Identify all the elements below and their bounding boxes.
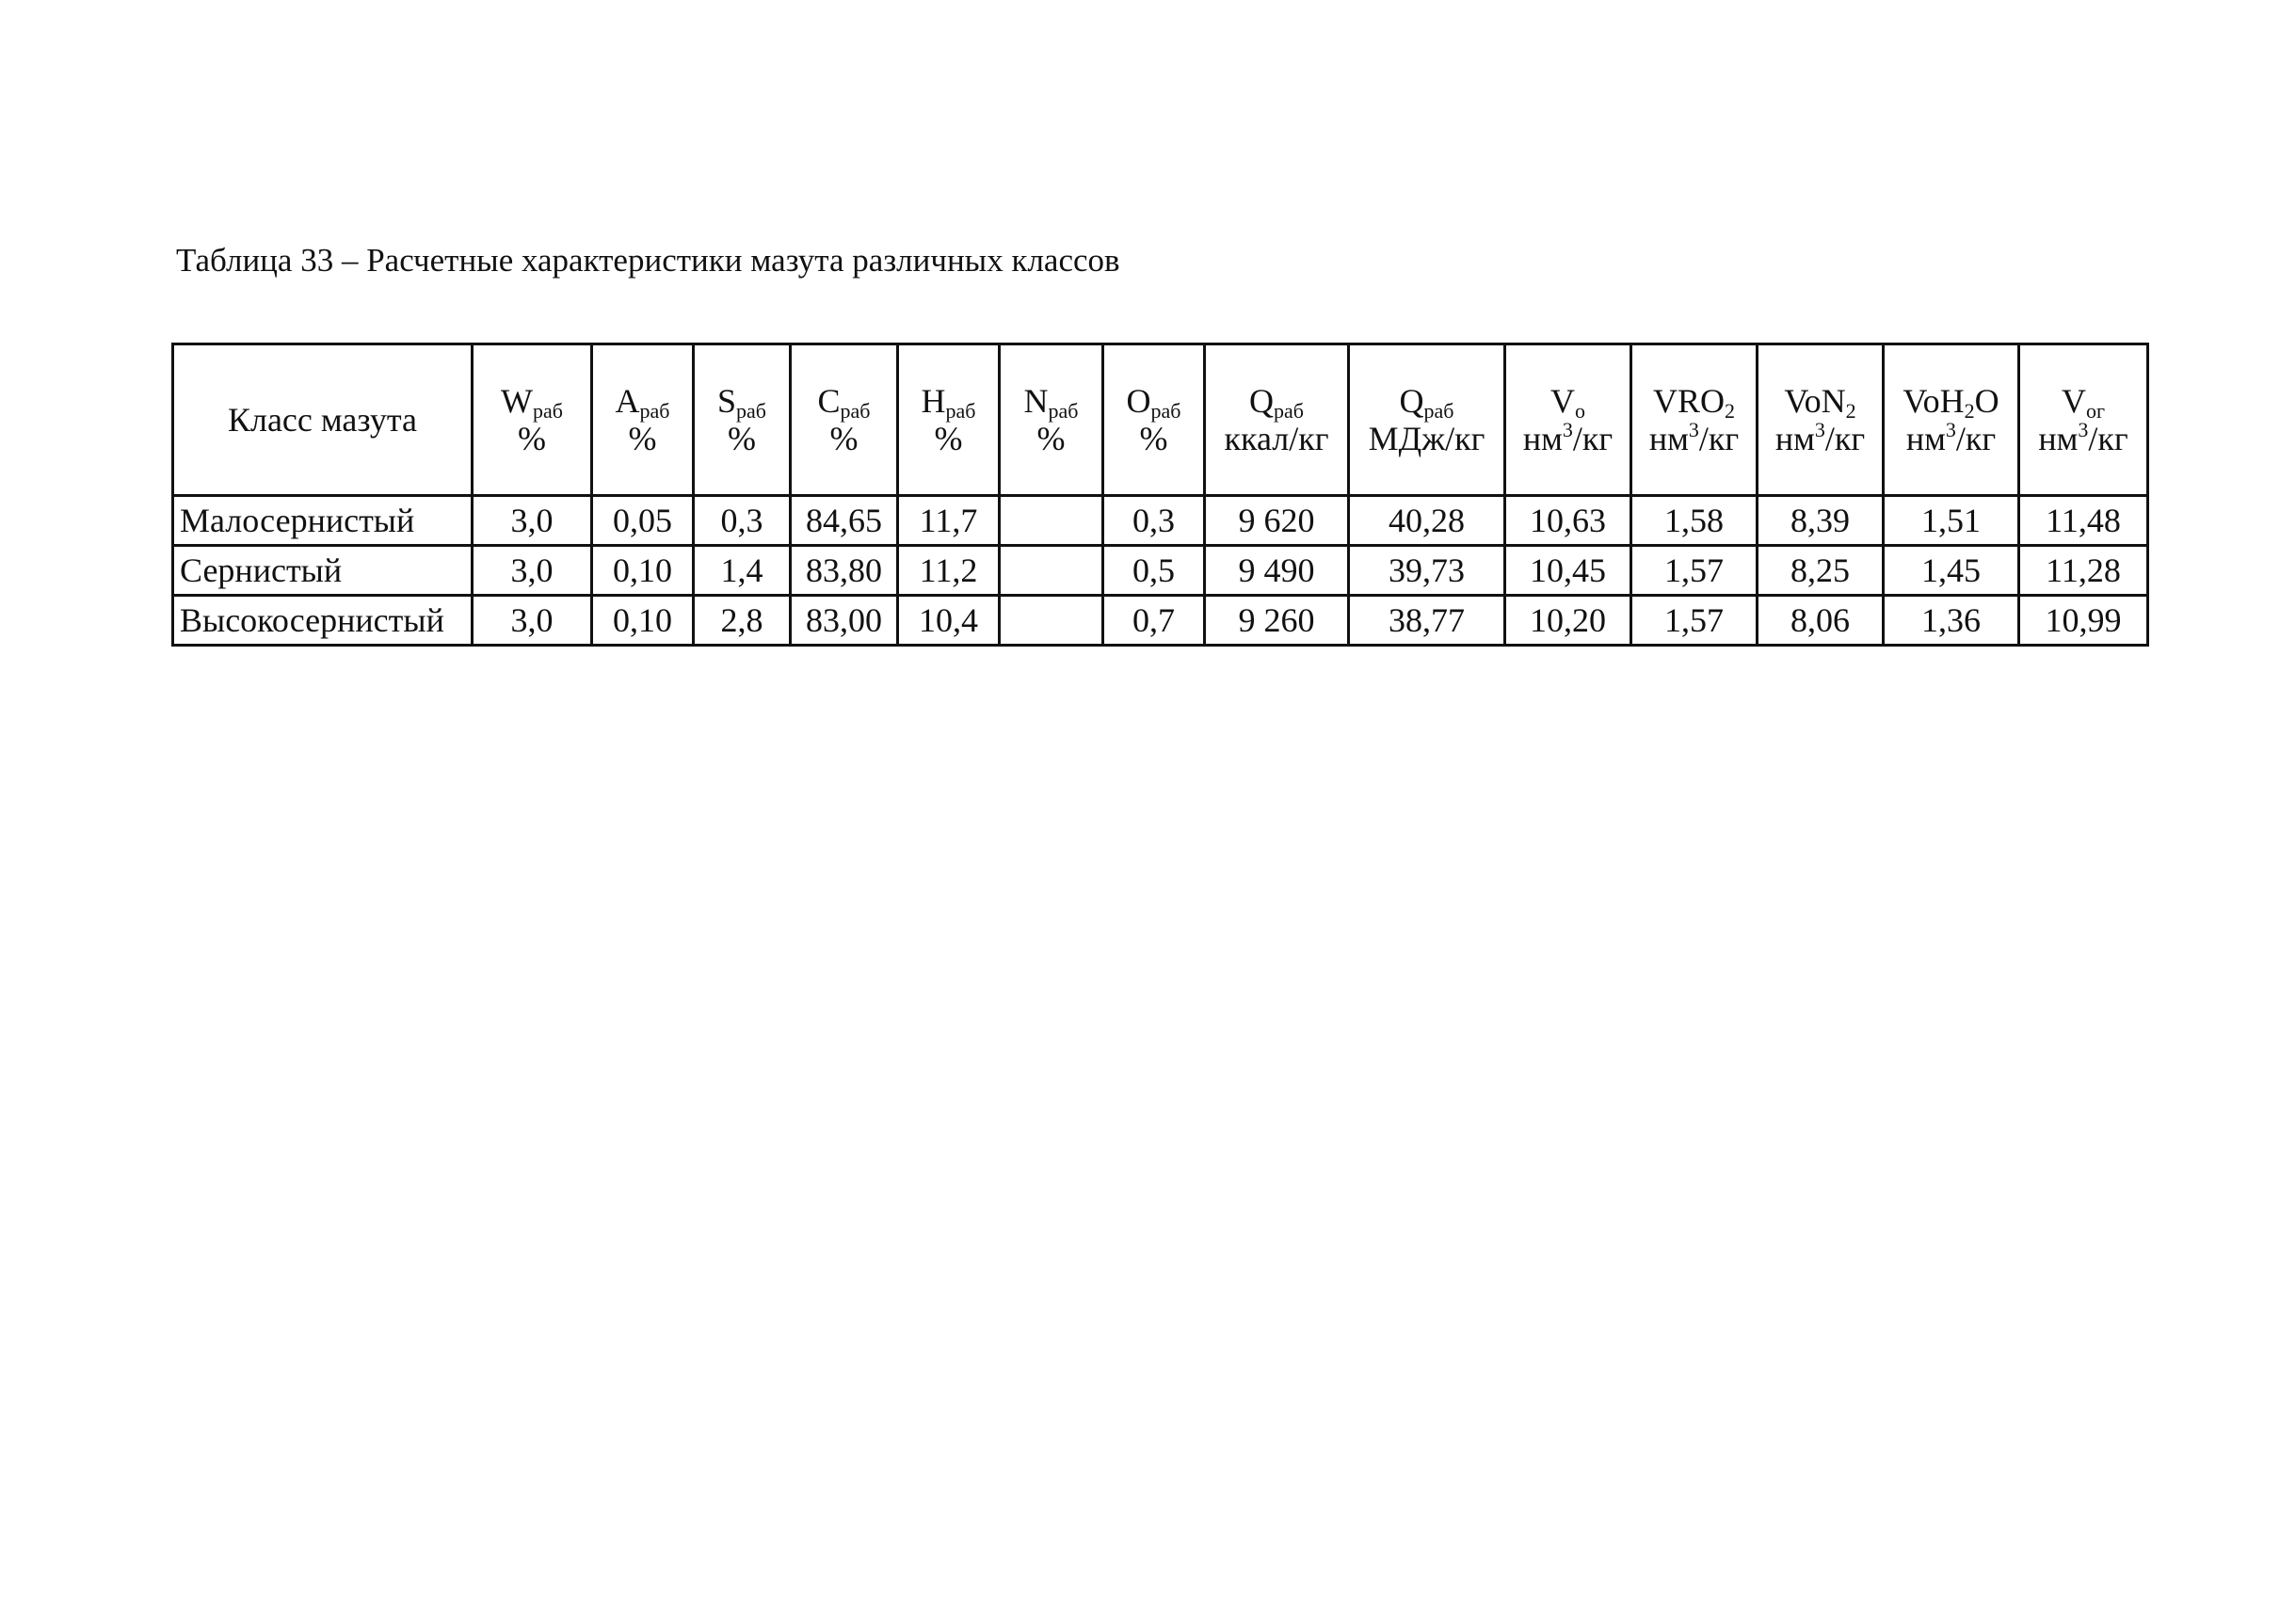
table-cell: 3,0 bbox=[473, 596, 592, 646]
fuel-characteristics-table bbox=[171, 343, 2149, 647]
table-cell: 10,20 bbox=[1505, 596, 1631, 646]
header-fuel-class: Класс мазута bbox=[173, 344, 473, 496]
table-header-row bbox=[173, 344, 2148, 496]
table-cell: 1,45 bbox=[1884, 546, 2019, 596]
table-cell: 2,8 bbox=[694, 596, 791, 646]
header-von2: VoN$_2$ $нм^3/кг$ bbox=[1758, 344, 1884, 496]
table-cell: 10,4 bbox=[898, 596, 1000, 646]
header-v0: $V_о$ $нм^3/кг$ bbox=[1505, 344, 1631, 496]
table-cell: 0,7 bbox=[1103, 596, 1205, 646]
table-cell: 3,0 bbox=[473, 546, 592, 596]
table-cell: 1,36 bbox=[1884, 596, 2019, 646]
table-cell: 9 260 bbox=[1205, 596, 1349, 646]
table-cell: 3,0 bbox=[473, 496, 592, 546]
table-cell: 1,51 bbox=[1884, 496, 2019, 546]
row-fuel-class: Сернистый bbox=[173, 546, 473, 596]
header-o: $O_{раб}$ % bbox=[1103, 344, 1205, 496]
header-vog: $V_{ог}$ $нм^3/кг$ bbox=[2019, 344, 2148, 496]
header-c: $C_{раб}$ % bbox=[791, 344, 898, 496]
table-caption: Таблица 33 – Расчетные характеристики мазута различных классов bbox=[176, 242, 1120, 279]
table-cell: 0,10 bbox=[592, 596, 694, 646]
table-cell: 1,57 bbox=[1631, 596, 1758, 646]
table-cell bbox=[1000, 496, 1103, 546]
table-cell: 11,7 bbox=[898, 496, 1000, 546]
table-cell: 9 490 bbox=[1205, 546, 1349, 596]
table-row bbox=[173, 546, 2148, 596]
table-cell: 11,48 bbox=[2019, 496, 2148, 546]
table-cell: 1,57 bbox=[1631, 546, 1758, 596]
row-fuel-class: Малосернистый bbox=[173, 496, 473, 546]
table-cell: 1,4 bbox=[694, 546, 791, 596]
header-s: $S_{раб}$ % bbox=[694, 344, 791, 496]
table-cell: 10,99 bbox=[2019, 596, 2148, 646]
header-n: $N_{раб}$ % bbox=[1000, 344, 1103, 496]
table-cell: 8,06 bbox=[1758, 596, 1884, 646]
table-cell: 40,28 bbox=[1349, 496, 1505, 546]
table-cell: 84,65 bbox=[791, 496, 898, 546]
table-cell: 8,25 bbox=[1758, 546, 1884, 596]
row-fuel-class: Высокосернистый bbox=[173, 596, 473, 646]
table-cell: 11,28 bbox=[2019, 546, 2148, 596]
table-cell: 83,80 bbox=[791, 546, 898, 596]
header-w: $W_{раб}$ % bbox=[473, 344, 592, 496]
table-cell: 1,58 bbox=[1631, 496, 1758, 546]
header-q-mj: $Q_{раб}$ МДж/кг bbox=[1349, 344, 1505, 496]
table-cell: 8,39 bbox=[1758, 496, 1884, 546]
table-cell: 0,05 bbox=[592, 496, 694, 546]
table-cell: 39,73 bbox=[1349, 546, 1505, 596]
table-cell: 9 620 bbox=[1205, 496, 1349, 546]
table-row bbox=[173, 596, 2148, 646]
header-a: $A_{раб}$ % bbox=[592, 344, 694, 496]
table-cell: 0,5 bbox=[1103, 546, 1205, 596]
header-h: $H_{раб}$ % bbox=[898, 344, 1000, 496]
table-cell: 0,3 bbox=[1103, 496, 1205, 546]
table-cell: 11,2 bbox=[898, 546, 1000, 596]
header-q-kcal: $Q_{раб}$ ккал/кг bbox=[1205, 344, 1349, 496]
table-cell: 10,63 bbox=[1505, 496, 1631, 546]
table-row bbox=[173, 496, 2148, 546]
table-cell: 0,3 bbox=[694, 496, 791, 546]
table-cell bbox=[1000, 546, 1103, 596]
table-cell: 10,45 bbox=[1505, 546, 1631, 596]
table-cell bbox=[1000, 596, 1103, 646]
table-cell: 38,77 bbox=[1349, 596, 1505, 646]
table-cell: 0,10 bbox=[592, 546, 694, 596]
table-cell: 83,00 bbox=[791, 596, 898, 646]
header-voh2o: VoH$_2$O $нм^3/кг$ bbox=[1884, 344, 2019, 496]
header-vro2: $VRO_2$ $нм^3/кг$ bbox=[1631, 344, 1758, 496]
